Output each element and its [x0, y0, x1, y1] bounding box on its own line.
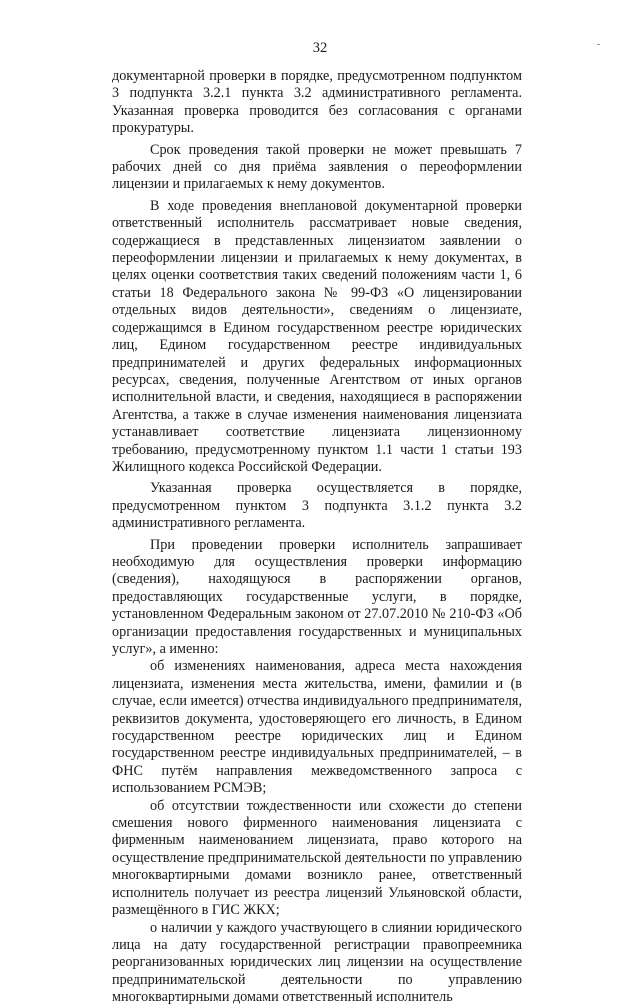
paragraph-unscheduled-check: В ходе проведения внеплановой документарной проверки ответственный исполнитель рассматривает новые сведения, содержащиеся в представленных лицензиатом заявлении о переоформлении лицензии и прилагаемых к нему документах, в целях оценки соответствия таких сведений положениям части 1, 6 статьи 18 Федерального закона № 99-ФЗ «О лицензировании отдельных видов деятельности», сведениям о лицензиате, содержащимся в Едином государственном реестре юридических лиц, Едином государственном реестре индивидуальных предпринимателей и других федеральных информационных ресурсах, сведения, полученные Агентством от иных органов исполнительной власти, и сведения, находящиеся в распоряжении Агентства, а также в случае изменения наименования лицензиата устанавливает соответствие лицензиата лицензионному требованию, предусмотренному пунктом 1.1 части 1 статьи 193 Жилищного кодекса Российской Федерации. [112, 197, 522, 475]
paragraph-continuation: документарной проверки в порядке, предусмотренном подпунктом 3 подпункта 3.2.1 пункта 3.2 административного регламента. Указанная проверка проводится без согласования с органами прокуратуры. [112, 68, 522, 137]
list-item-merger-license: о наличии у каждого участвующего в слиянии юридического лица на дату государственной регистрации правопреемника реорганизованных юридических лиц лицензии на осуществление предпринимательской деятельности по управлению многоквартирными домами ответственный исполнитель [112, 919, 522, 1006]
paragraph-info-request: При проведении проверки исполнитель запрашивает необходимую для осуществления проверки информацию (сведения), находящуюся в распоряжении органов, предоставляющих государственные услуги, в порядке, установленном Федеральным законом от 27.07.2010 № 210-ФЗ «Об организации предоставления государственных и муниципальных услуг», а именно: [112, 536, 522, 657]
paragraph-check-deadline: Срок проведения такой проверки не может превышать 7 рабочих дней со дня приёма заявления о переоформлении лицензии и прилагаемых к нему документов. [112, 141, 522, 193]
document-body [112, 68, 522, 1007]
scan-mark [597, 44, 600, 45]
list-item-trade-name: об отсутствии тождественности или схожести до степени смешения нового фирменного наименования лицензиата с фирменным наименованием лицензиата, право которого на осуществление предпринимательской деятельности по управлению многоквартирными домами возникло ранее, ответственный исполнитель получает из реестра лицензий Ульяновской области, размещённого в ГИС ЖКХ; [112, 797, 522, 919]
list-item-name-changes: об изменениях наименования, адреса места нахождения лицензиата, изменения места жительства, имени, фамилии и (в случае, если имеется) отчества индивидуального предпринимателя, реквизитов документа, удостоверяющего его личность, в Едином государственном реестре юридических лиц и Едином государственном реестре индивидуальных предпринимателей, – в ФНС путём направления межведомственного запроса с использованием РСМЭВ; [112, 658, 522, 797]
page-number: 32 [312, 40, 328, 56]
paragraph-check-procedure: Указанная проверка осуществляется в порядке, предусмотренном пунктом 3 подпункта 3.1.2 пункта 3.2 административного регламента. [112, 480, 522, 532]
